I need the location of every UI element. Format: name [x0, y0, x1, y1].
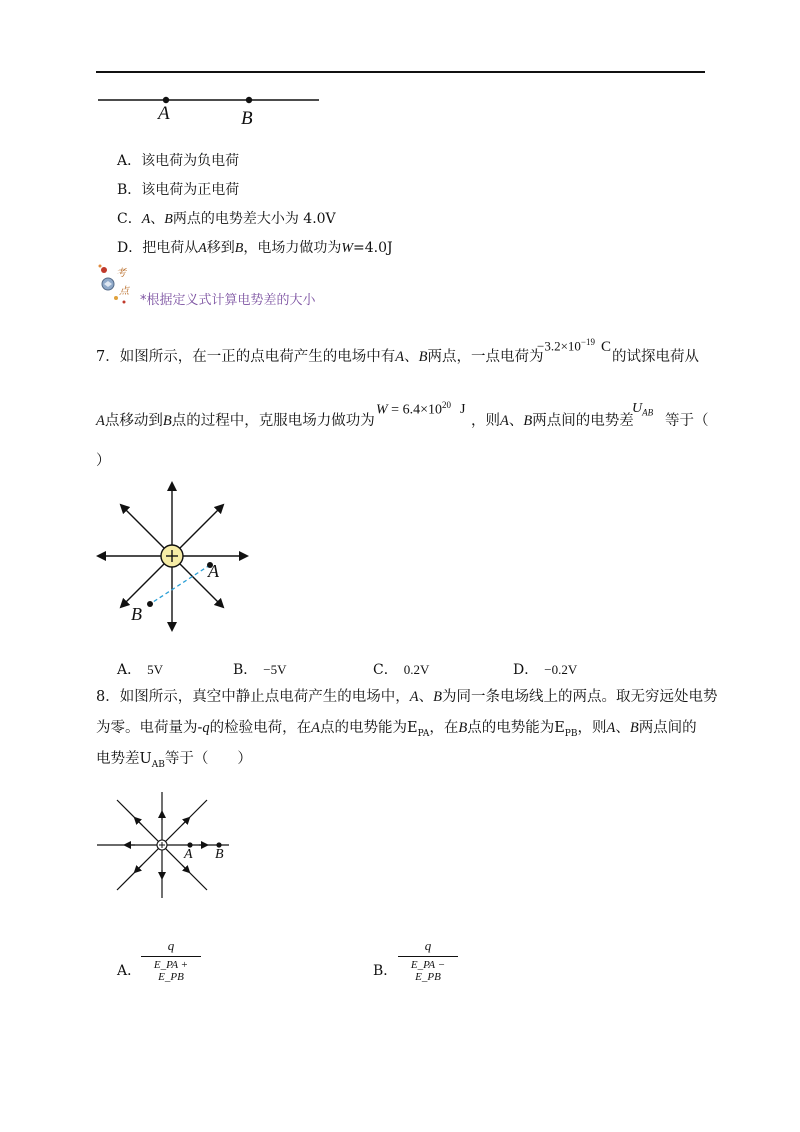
q6-option-b[interactable]	[117, 179, 239, 199]
q8-option-a-fraction[interactable]: q E_PA + E_PB	[141, 938, 201, 983]
q8-point-b-label: B	[215, 847, 224, 862]
q8-option-b-fraction[interactable]: q E_PA − E_PB	[398, 938, 458, 983]
q6-option-a[interactable]	[117, 150, 239, 170]
q7-charge-value: $-3.2\times 10^{-19}$	[537, 337, 595, 354]
q7-option-d[interactable]: D． −0.2V	[513, 662, 578, 678]
q8-line1: 8．如图所示，真空中静止点电荷产生的电场中，A、B为同一条电场线上的两点。取无穷远处电势	[96, 689, 718, 705]
point-a-ref: A	[198, 241, 207, 256]
q8-field-diagram	[95, 790, 235, 902]
q7-point-b-label: B	[131, 604, 142, 624]
point-b-label: B	[241, 108, 253, 129]
q7-line2-end: 等于（	[665, 413, 709, 429]
q7-line2-post: ，则A、B两点间的电势差	[471, 413, 634, 429]
point-b-dot	[246, 97, 252, 103]
q7-line1: 7．如图所示，在一正的点电荷产生的电场中有A、B两点，一点电荷为	[96, 349, 544, 365]
option-text: 两点的电势差大小为 4.0V	[172, 211, 336, 227]
q8-line3: 电势差$U_{AB}$等于（ ）	[96, 751, 252, 770]
q7-work-value: $W = 6.4\times 10^{20}$	[376, 400, 451, 418]
q7-option-c[interactable]: C． 0.2V	[373, 662, 430, 678]
q7-option-a[interactable]: A． 5V	[117, 662, 164, 678]
option-letter: C．	[117, 211, 142, 227]
q6-option-d[interactable]: D．把电荷从A移到B，电场力做功为W=4.0J	[117, 240, 393, 256]
q7-line1-post: 的试探电荷从	[612, 349, 699, 365]
point-a-label: A	[158, 103, 170, 124]
option-letter: A．	[117, 153, 142, 169]
q7-point-a-label: A	[208, 561, 219, 581]
q7-line3: ）	[96, 453, 111, 469]
option-letter: D．	[117, 240, 143, 256]
line-figure	[95, 90, 325, 135]
q7-charge-unit: C	[601, 339, 612, 355]
q8-line2: 为零。电荷量为-q的检验电荷，在A点的电势能为$E_{PA}$，在B点的电势能为$E_{PB}$，则A、B两点间的	[96, 720, 697, 739]
option-text: 该电荷为正电荷	[141, 182, 240, 198]
kaodian-badge-icon: 考 点	[94, 262, 134, 308]
kaodian-text: *根据定义式计算电势差的大小	[140, 293, 316, 308]
q8-option-b-letter[interactable]: B．	[373, 963, 398, 979]
q7-work-unit: J	[460, 402, 466, 417]
q8-option-a-letter[interactable]: A．	[117, 963, 142, 979]
q7-field-diagram	[95, 478, 255, 638]
point-b-dot	[147, 601, 153, 607]
option-text: 该电荷为负电荷	[141, 153, 240, 169]
q8-point-a-label: A	[184, 847, 193, 862]
q7-line2: A点移动到B点的过程中，克服电场力做功为	[96, 413, 375, 429]
q7-uab-symbol: $U_{AB}$	[632, 401, 654, 418]
option-letter: B．	[117, 182, 142, 198]
header-rule	[96, 71, 705, 73]
point-b-ref: B	[164, 212, 173, 227]
q6-option-c[interactable]: C．A、B两点的电势差大小为 4.0V	[117, 211, 336, 227]
point-a-ref: A	[141, 212, 151, 227]
point-b-ref: B	[234, 241, 244, 256]
q7-option-b[interactable]: B． −5V	[233, 662, 287, 678]
